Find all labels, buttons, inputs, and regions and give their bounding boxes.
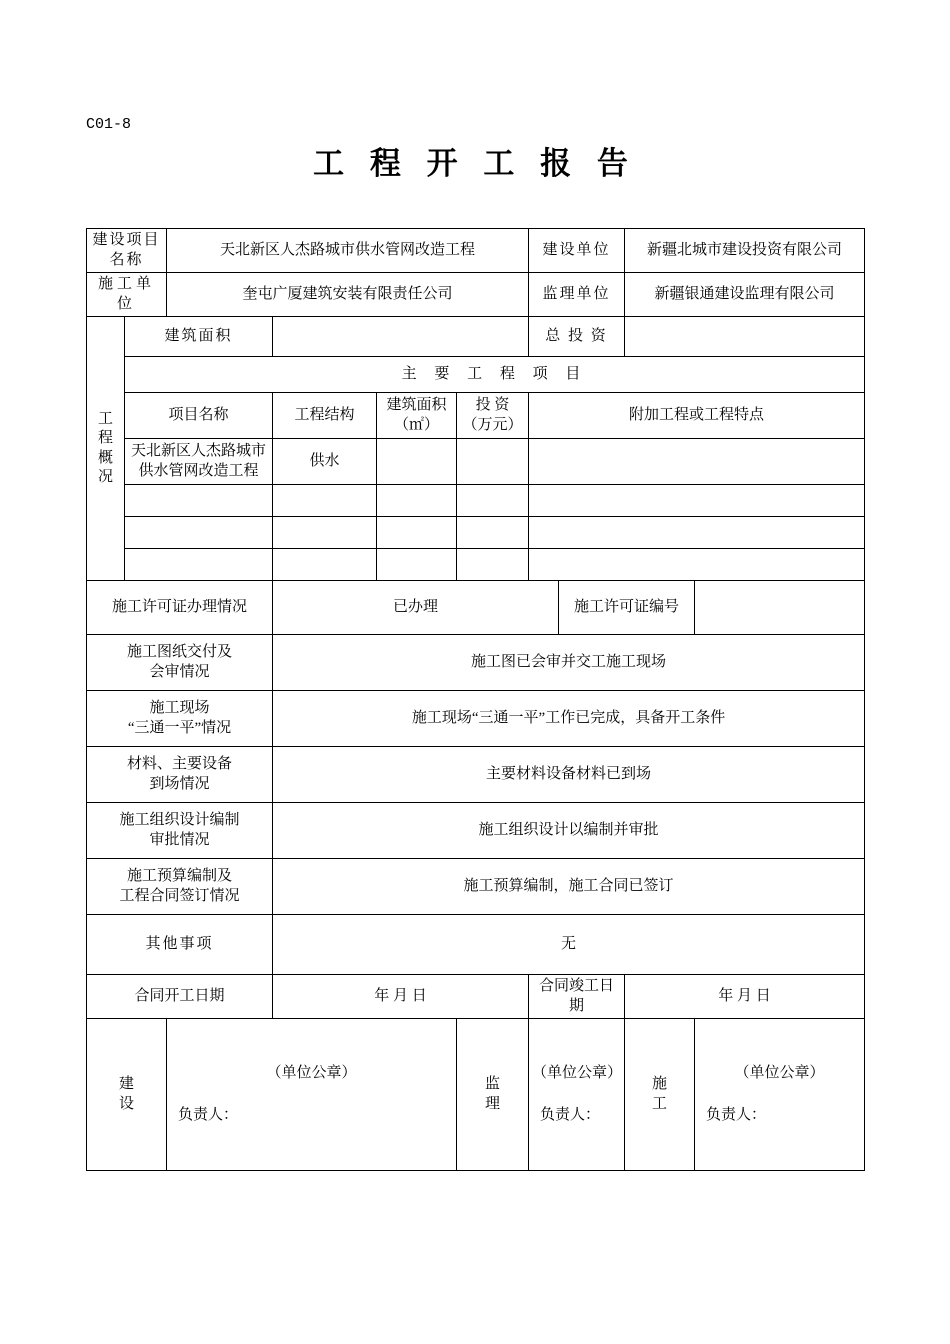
project-name-label: 建设项目名称 xyxy=(87,229,167,273)
floor-area-value[interactable] xyxy=(273,317,529,357)
materials-label xyxy=(87,747,273,803)
owner-label: 建设单位 xyxy=(529,229,625,273)
item-name[interactable]: 天北新区人杰路城市供水管网改造工程 xyxy=(125,439,273,485)
column-header-area-line2: （㎡） xyxy=(394,416,440,433)
organization-label-line1: 施工组织设计编制 xyxy=(119,812,240,828)
floor-area-label: 建筑面积 xyxy=(125,317,273,357)
table-row xyxy=(87,439,865,485)
stamp-placeholder: （单位公章） xyxy=(734,1065,825,1081)
signature-block-contractor[interactable] xyxy=(695,1019,865,1171)
responsible-person-label: 负责人： xyxy=(706,1106,767,1123)
column-header-area xyxy=(377,393,457,439)
site-label-line2: “三通一平”情况 xyxy=(127,719,232,736)
signature-party-label-construction: 建 设 xyxy=(87,1019,167,1171)
materials-value[interactable]: 主要材料设备材料已到场 xyxy=(273,747,865,803)
total-investment-label: 总 投 资 xyxy=(529,317,625,357)
table-row xyxy=(87,229,865,273)
budget-label-line2: 工程合同签订情况 xyxy=(119,887,240,904)
contract-end-label: 合同竣工日期 xyxy=(529,975,625,1019)
drawings-label xyxy=(87,635,273,691)
item-name[interactable] xyxy=(125,485,273,517)
form-code: C01-8 xyxy=(86,116,132,133)
table-row xyxy=(87,549,865,581)
contract-end-value[interactable]: 年 月 日 xyxy=(625,975,865,1019)
item-area[interactable] xyxy=(377,517,457,549)
table-row xyxy=(87,393,865,439)
column-header-structure: 工程结构 xyxy=(273,393,377,439)
materials-label-line2: 到场情况 xyxy=(149,775,210,792)
item-area[interactable] xyxy=(377,485,457,517)
column-header-extra: 附加工程或工程特点 xyxy=(529,393,865,439)
table-row xyxy=(87,485,865,517)
item-investment[interactable] xyxy=(457,439,529,485)
item-extra[interactable] xyxy=(529,439,865,485)
item-structure[interactable] xyxy=(273,517,377,549)
signature-row xyxy=(87,1019,865,1171)
permit-no-label: 施工许可证编号 xyxy=(559,581,695,635)
drawings-value[interactable]: 施工图已会审并交工施工现场 xyxy=(273,635,865,691)
permit-no-value[interactable] xyxy=(695,581,865,635)
table-row xyxy=(87,517,865,549)
supervisor-value[interactable]: 新疆银通建设监理有限公司 xyxy=(625,273,865,317)
responsible-person-label: 负责人： xyxy=(178,1106,239,1123)
item-name[interactable] xyxy=(125,549,273,581)
table-row xyxy=(87,975,865,1019)
signature-party-label-supervision: 监 理 xyxy=(457,1019,529,1171)
item-extra[interactable] xyxy=(529,549,865,581)
opening-report-table xyxy=(86,228,865,1171)
table-row xyxy=(87,915,865,975)
item-investment[interactable] xyxy=(457,517,529,549)
project-name-value[interactable]: 天北新区人杰路城市供水管网改造工程 xyxy=(167,229,529,273)
owner-value[interactable]: 新疆北城市建设投资有限公司 xyxy=(625,229,865,273)
table-row xyxy=(87,691,865,747)
table-row xyxy=(87,803,865,859)
budget-label xyxy=(87,859,273,915)
drawings-label-line1: 施工图纸交付及 xyxy=(127,644,233,660)
column-header-area-line1: 建筑面积 xyxy=(386,397,447,413)
permit-value[interactable]: 已办理 xyxy=(273,581,559,635)
contract-start-value[interactable]: 年 月 日 xyxy=(273,975,529,1019)
overview-vertical-label: 工 程 概 况 xyxy=(87,317,125,581)
contractor-value[interactable]: 奎屯广厦建筑安装有限责任公司 xyxy=(167,273,529,317)
item-structure[interactable] xyxy=(273,549,377,581)
item-investment[interactable] xyxy=(457,549,529,581)
item-investment[interactable] xyxy=(457,485,529,517)
column-header-investment-line1: 投 资 xyxy=(475,397,510,413)
permit-label: 施工许可证办理情况 xyxy=(87,581,273,635)
site-label xyxy=(87,691,273,747)
table-row xyxy=(87,859,865,915)
contract-start-label: 合同开工日期 xyxy=(87,975,273,1019)
budget-label-line1: 施工预算编制及 xyxy=(127,868,233,884)
contractor-label: 施工单位 xyxy=(87,273,167,317)
total-investment-value[interactable] xyxy=(625,317,865,357)
table-row xyxy=(87,273,865,317)
organization-label-line2: 审批情况 xyxy=(149,831,210,848)
signature-party-label-contractor: 施 工 xyxy=(625,1019,695,1171)
item-extra[interactable] xyxy=(529,517,865,549)
table-row xyxy=(87,581,865,635)
organization-label xyxy=(87,803,273,859)
table-row xyxy=(87,635,865,691)
item-structure[interactable] xyxy=(273,485,377,517)
table-row xyxy=(87,357,865,393)
item-extra[interactable] xyxy=(529,485,865,517)
table-row xyxy=(87,317,865,357)
stamp-placeholder: （单位公章） xyxy=(266,1065,357,1081)
responsible-person-label: 负责人： xyxy=(540,1106,601,1123)
site-label-line1: 施工现场 xyxy=(149,700,210,716)
item-name[interactable] xyxy=(125,517,273,549)
signature-block-supervision[interactable] xyxy=(529,1019,625,1171)
item-structure[interactable]: 供水 xyxy=(273,439,377,485)
column-header-item-name: 项目名称 xyxy=(125,393,273,439)
supervisor-label: 监理单位 xyxy=(529,273,625,317)
organization-value[interactable]: 施工组织设计以编制并审批 xyxy=(273,803,865,859)
drawings-label-line2: 会审情况 xyxy=(149,663,210,680)
materials-label-line1: 材料、主要设备 xyxy=(127,756,233,772)
item-area[interactable] xyxy=(377,549,457,581)
item-area[interactable] xyxy=(377,439,457,485)
column-header-investment xyxy=(457,393,529,439)
budget-value[interactable]: 施工预算编制，施工合同已签订 xyxy=(273,859,865,915)
site-value[interactable]: 施工现场“三通一平”工作已完成，具备开工条件 xyxy=(273,691,865,747)
stamp-placeholder: （单位公章） xyxy=(532,1065,623,1081)
column-header-investment-line2: （万元） xyxy=(462,416,523,433)
other-value[interactable]: 无 xyxy=(273,915,865,975)
page-title: 工 程 开 工 报 告 xyxy=(313,146,637,181)
signature-block-construction[interactable] xyxy=(167,1019,457,1171)
other-label: 其他事项 xyxy=(87,915,273,975)
table-row xyxy=(87,747,865,803)
main-items-header: 主 要 工 程 项 目 xyxy=(125,357,865,393)
